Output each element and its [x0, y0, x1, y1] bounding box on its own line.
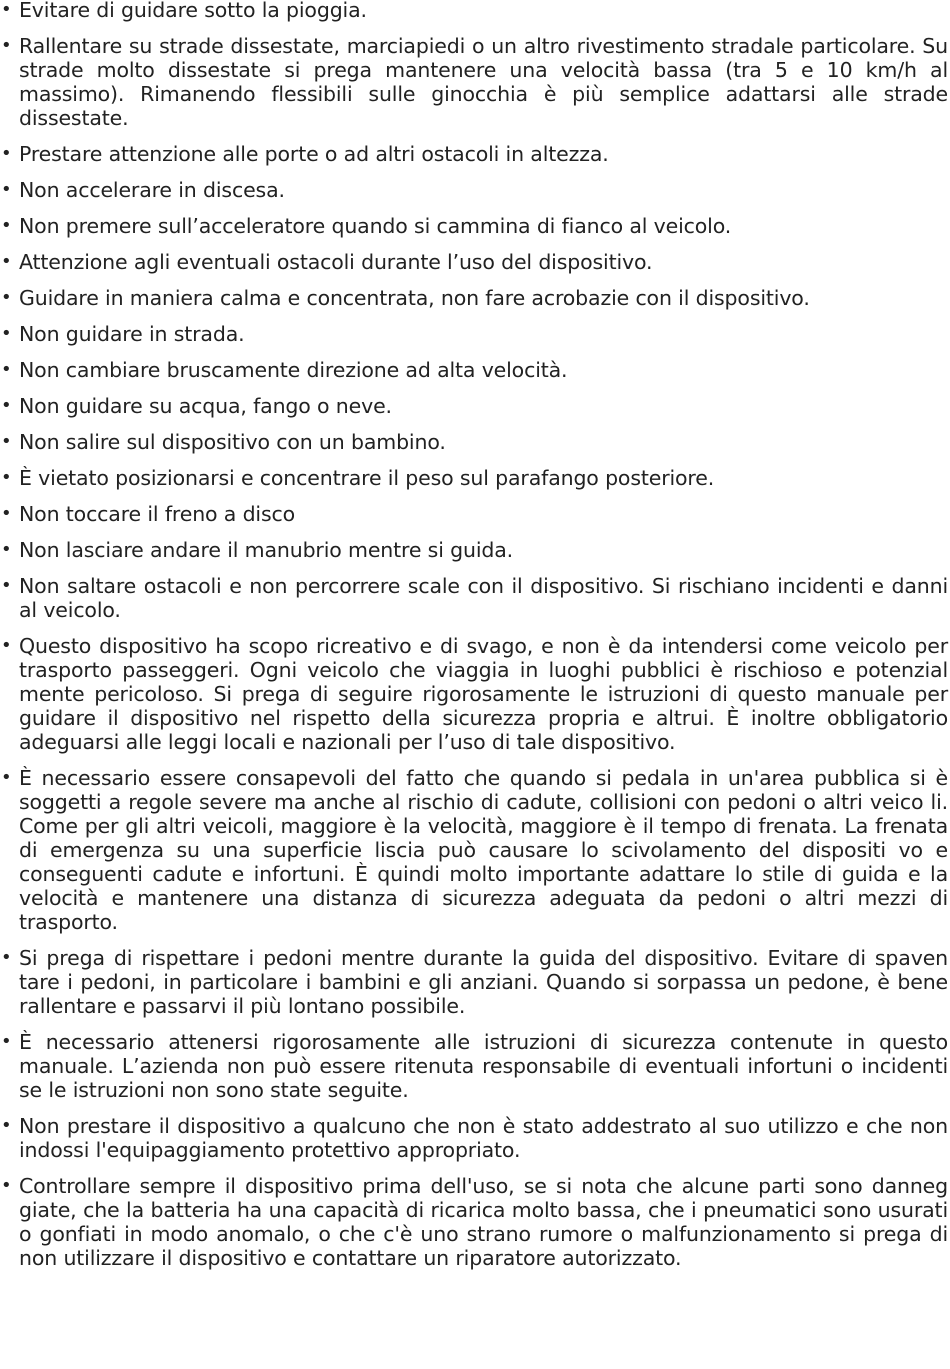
- list-item-text: Non accelerare in discesa.: [19, 178, 285, 202]
- list-item: [0, 250, 948, 274]
- list-item-text: Rallentare su strade dissestate, marciapiedi o un altro rivestimento stradale particolare. Su strade molto dissestate si prega mantenere una velocità bassa (tra 5 e 10 km/h al massimo). Rimanendo flessibili sulle ginocchia è più semplice adattarsi alle strade dissestate.: [19, 34, 948, 130]
- list-item: [0, 634, 948, 754]
- list-item-text: Non toccare il freno a disco: [19, 502, 296, 526]
- list-item-text: È vietato posizionarsi e concentrare il peso sul parafango posteriore.: [19, 466, 715, 490]
- bullet: •: [1, 767, 12, 788]
- list-item-text: Non salire sul dispositivo con un bambino.: [19, 430, 446, 454]
- list-item: [0, 358, 948, 382]
- list-item-text: Non cambiare bruscamente direzione ad alta velocità.: [19, 358, 568, 382]
- bullet: •: [1, 467, 12, 488]
- bullet: •: [1, 215, 12, 236]
- list-item-text: Non premere sull’acceleratore quando si cammina di fianco al veicolo.: [19, 214, 732, 238]
- list-item: [0, 574, 948, 622]
- bullet: •: [1, 143, 12, 164]
- bullet: •: [1, 635, 12, 656]
- list-item: [0, 286, 948, 310]
- list-item: [0, 178, 948, 202]
- bullet: •: [1, 1115, 12, 1136]
- list-item: [0, 322, 948, 346]
- list-item-text: È necessario attenersi rigorosamente alle istruzioni di sicurezza contenute in questo manuale. L’azienda non può essere ritenuta responsabile di eventuali infortuni o incidenti se le istruzioni non sono state seguite.: [19, 1030, 948, 1102]
- bullet: •: [1, 947, 12, 968]
- list-item-text: È necessario essere consapevoli del fatto che quando si pedala in un'area pubblica si è soggetti a regole severe ma anche al rischio di cadute, collisioni con pedoni o altri veico li. Come per gli altri veicoli, maggiore è la velocità, maggiore è il tempo di frenata. La frenata di emergenza su una superficie liscia può causare lo scivolamento del dispositi vo e conseguenti cadute e infortuni. È quindi molto importante adattare lo stile di guida e la velocità e mantenere una distanza di sicurezza adeguata da pedoni o altri mezzi di trasporto.: [19, 766, 948, 934]
- bullet: •: [1, 251, 12, 272]
- bullet: •: [1, 431, 12, 452]
- list-item-text: Non lasciare andare il manubrio mentre si guida.: [19, 538, 514, 562]
- list-item-text: Attenzione agli eventuali ostacoli durante l’uso del dispositivo.: [19, 250, 653, 274]
- bullet: •: [1, 179, 12, 200]
- list-item: [0, 538, 948, 562]
- bullet: •: [1, 575, 12, 596]
- list-item: [0, 430, 948, 454]
- list-item: [0, 1030, 948, 1102]
- list-item: [0, 466, 948, 490]
- list-item: [0, 502, 948, 526]
- bullet: •: [1, 359, 12, 380]
- bullet: •: [1, 1031, 12, 1052]
- list-item-text: Evitare di guidare sotto la pioggia.: [19, 0, 367, 22]
- list-item: [0, 766, 948, 934]
- list-item: [0, 0, 948, 22]
- bullet: •: [1, 539, 12, 560]
- bullet: •: [1, 35, 12, 56]
- list-item-text: Prestare attenzione alle porte o ad altri ostacoli in altezza.: [19, 142, 609, 166]
- list-item: [0, 1174, 948, 1270]
- list-item-text: Controllare sempre il dispositivo prima dell'uso, se si nota che alcune parti sono danneg giate, che la batteria ha una capacità di ricarica molto bassa, che i pneumatici sono usurati o gonfiati in modo anomalo, o che c'è uno strano rumore o malfunzionamento si prega di non utilizzare il dispositivo e contattare un riparatore autorizzato.: [19, 1174, 948, 1270]
- list-item-text: Guidare in maniera calma e concentrata, non fare acrobazie con il dispositivo.: [19, 286, 810, 310]
- bullet: •: [1, 395, 12, 416]
- list-item: [0, 1114, 948, 1162]
- bullet: •: [1, 287, 12, 308]
- list-item-text: Non guidare in strada.: [19, 322, 245, 346]
- list-item-text: Non guidare su acqua, fango o neve.: [19, 394, 392, 418]
- list-item-text: Non prestare il dispositivo a qualcuno che non è stato addestrato al suo utilizzo e che non indossi l'equipaggiamento protettivo appropriato.: [19, 1114, 948, 1162]
- bullet: •: [1, 0, 12, 20]
- list-item: [0, 34, 948, 130]
- list-item: [0, 394, 948, 418]
- bullet: •: [1, 1175, 12, 1196]
- list-item: [0, 214, 948, 238]
- list-item-text: Questo dispositivo ha scopo ricreativo e di svago, e non è da intendersi come veicolo per trasporto passeggeri. Ogni veicolo che viaggia in luoghi pubblici è rischioso e potenzial mente pericoloso. Si prega di seguire rigorosamente le istruzioni di questo manuale per guidare il dispositivo nel rispetto della sicurezza propria e altrui. È inoltre obbligatorio adeguarsi alle leggi locali e nazionali per l’uso di tale dispositivo.: [19, 634, 948, 754]
- bullet: •: [1, 323, 12, 344]
- list-item-text: Si prega di rispettare i pedoni mentre durante la guida del dispositivo. Evitare di spaven tare i pedoni, in particolare i bambini e gli anziani. Quando si sorpassa un pedone, è bene rallentare e passarvi il più lontano possibile.: [19, 946, 948, 1018]
- list-item-text: Non saltare ostacoli e non percorrere scale con il dispositivo. Si rischiano incidenti e danni al veicolo.: [19, 574, 948, 622]
- list-item: [0, 946, 948, 1018]
- bullet: •: [1, 503, 12, 524]
- list-item: [0, 142, 948, 166]
